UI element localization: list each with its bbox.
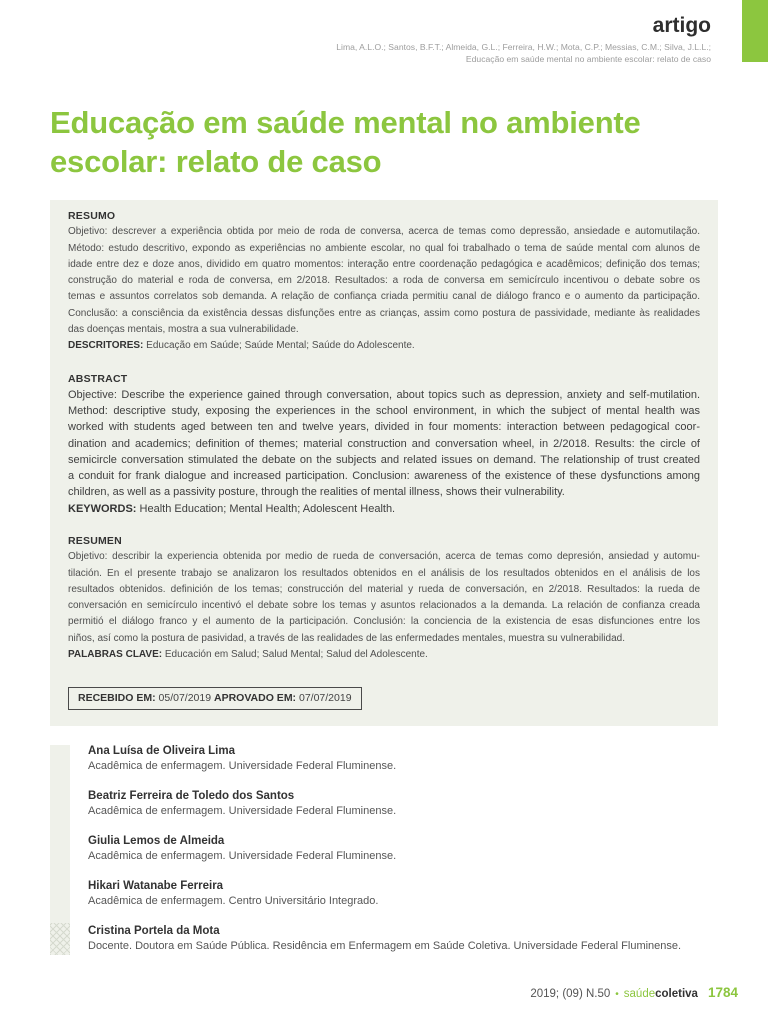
author-affiliation: Acadêmica de enfermagem. Universidade Federal Fluminense. (88, 760, 397, 772)
page-number: 1784 (707, 985, 738, 1000)
abstract-line: Objective: Describe the experience gained through conversation, about topics such as depression, anxiety and self-mutilation. (68, 388, 700, 401)
abstract-line: das doenças mentais, mostra a sua vulnerabilidade. (68, 323, 299, 335)
keywords-value: Educación em Salud; Salud Mental; Salud del Adolescente. (164, 648, 428, 660)
abstract-portuguese (68, 208, 700, 354)
abstract-line: dination and academics; definition of themes; material construction and conversation wheel, in 2/2018. Results: the circle of (68, 437, 700, 450)
abstract-english (68, 371, 700, 517)
abstract-heading: RESUMEN (68, 535, 122, 547)
author-affiliation: Acadêmica de enfermagem. Universidade Federal Fluminense. (88, 805, 397, 817)
author-list (88, 743, 728, 968)
abstract-line: conversación en semicírculo incentivó el debate sobre los temas y asuntos relacionados a la demanda. La relación de confianza creada (68, 600, 700, 611)
keywords-label: KEYWORDS: (68, 502, 137, 515)
decorative-pattern (50, 923, 70, 955)
abstract-line: Conclusão: a consciência da existência dessas disfunções entre as crianças, assim como postura de passividade, mediante às realidades (68, 307, 700, 319)
abstract-line: tilación. En el presente trabajo se analizaron los resultados obtenidos en el análisis de los resultados obtenidos en el análisis de los (68, 567, 700, 579)
abstract-line: construção do material e roda de conversa, em 2/2018. Resultados: a roda de conversa em semicírculo incentivou o debate sobre os (68, 275, 700, 286)
author-entry (88, 833, 728, 864)
author-entry (88, 878, 728, 909)
abstract-line: Método: estudo descritivo, expondo as experiências no ambiente escolar, no qual foi trabalhado o tema de saúde mental com alunos de (68, 242, 700, 254)
abstract-line: Method: descriptive study, exposing the experiences in the school environment, in which the subject of mental health was (68, 405, 700, 417)
author-name: Giulia Lemos de Almeida (88, 835, 225, 847)
received-date: 05/07/2019 (158, 692, 212, 704)
author-affiliation: Acadêmica de enfermagem. Centro Universitário Integrado. (88, 895, 379, 907)
keywords-label: PALABRAS CLAVE: (68, 648, 163, 660)
article-title: Educação em saúde mental no ambiente escolar: relato de caso (50, 105, 641, 179)
abstract-line: worked with students aged between ten and twelve years, divided in four moments: interaction between pedagogical coor- (68, 421, 700, 434)
abstract-line: semicircle conversation stimulated the debate on the subjects and related issues on demand. The relationship of trust created (68, 453, 700, 466)
author-affiliation: Docente. Doutora em Saúde Pública. Residência em Enfermagem em Saúde Coletiva. Universidade Federal Fluminense. (88, 940, 682, 952)
keywords-value: Health Education; Mental Health; Adolescent Health. (139, 502, 396, 515)
citation-title: Educação em saúde mental no ambiente escolar: relato de caso (465, 54, 711, 64)
author-name: Cristina Portela da Mota (88, 925, 220, 937)
author-affiliation: Acadêmica de enfermagem. Universidade Federal Fluminense. (88, 850, 397, 862)
abstract-line: a conduit for frank dialogue and increased participation. Conclusion: awareness of the existence of these dysfunctions among (68, 470, 700, 482)
author-entry (88, 788, 728, 819)
keywords-value: Educação em Saúde; Saúde Mental; Saúde do Adolescente. (146, 340, 415, 351)
author-name: Ana Luísa de Oliveira Lima (88, 745, 235, 757)
section-label: artigo (652, 14, 711, 37)
abstract-panel (50, 200, 718, 726)
abstract-line: niños, así como la postura de pasividad, a través de las realidades de las enfermedades mentales, muestra su vulnerabilidad. (68, 632, 625, 644)
author-name: Hikari Watanabe Ferreira (88, 880, 224, 892)
abstract-line: permitió el diálogo franco y el aumento de la participación. Conclusión: la conciencia de la existencia de esas disfunciones entre los (68, 616, 700, 628)
abstract-spanish (68, 533, 700, 663)
submission-dates-box (68, 687, 362, 710)
author-entry (88, 743, 728, 774)
issue-info: 2019; (09) N.50 (530, 988, 611, 1000)
citation-authors: Lima, A.L.O.; Santos, B.F.T.; Almeida, G.L.; Ferreira, H.W.; Mota, C.P.; Messias, C.M.; Silva, J.L.L.; (336, 42, 711, 52)
keywords-line (68, 501, 700, 517)
journal-name-part1: saúde (623, 988, 656, 1000)
abstract-heading: ABSTRACT (68, 372, 128, 385)
author-entry (88, 923, 728, 954)
abstract-line: Objetivo: describir la experiencia obtenida por medio de rueda de conversación, acerca de temas como depresión, ansiedad y automu- (68, 551, 700, 563)
abstract-line: temas e assuntos correlatos sob demanda. A relação de confiança criada permitiu canal de diálogo franco e o aumento da participação. (68, 291, 700, 303)
abstract-line: Objetivo: descrever a experiência obtida por meio de roda de conversa, acerca de temas como depressão, ansiedade e automutilação. (68, 226, 700, 238)
authors-side-band (50, 745, 70, 955)
keywords-line (68, 647, 700, 663)
journal-name-part2: coletiva (655, 988, 698, 1000)
approved-date: 07/07/2019 (298, 692, 352, 704)
keywords-line (68, 338, 700, 354)
approved-label: APROVADO EM: (214, 692, 297, 704)
keywords-label: DESCRITORES: (68, 340, 144, 351)
page-footer (530, 984, 738, 1004)
running-citation (336, 41, 711, 65)
abstract-line: resultados obtenidos. definición de los temas; construcción del material y rueda de conversación, en 2/2018. Resultados: la rueda de (68, 583, 700, 595)
received-label: RECEBIDO EM: (78, 692, 156, 704)
abstract-line: children, as well as a passivity posture, through the realities of mental illness, shows their vulnerability. (68, 486, 565, 499)
abstract-line: idade entre dez e doze anos, dividido em quatro momentos: interação entre coordenação pedagógica e acadêmicos; definição dos temas; (68, 258, 700, 270)
bullet-separator: • (615, 989, 619, 1000)
section-color-tab (742, 0, 768, 62)
author-name: Beatriz Ferreira de Toledo dos Santos (88, 790, 295, 802)
abstract-heading: RESUMO (68, 210, 116, 222)
